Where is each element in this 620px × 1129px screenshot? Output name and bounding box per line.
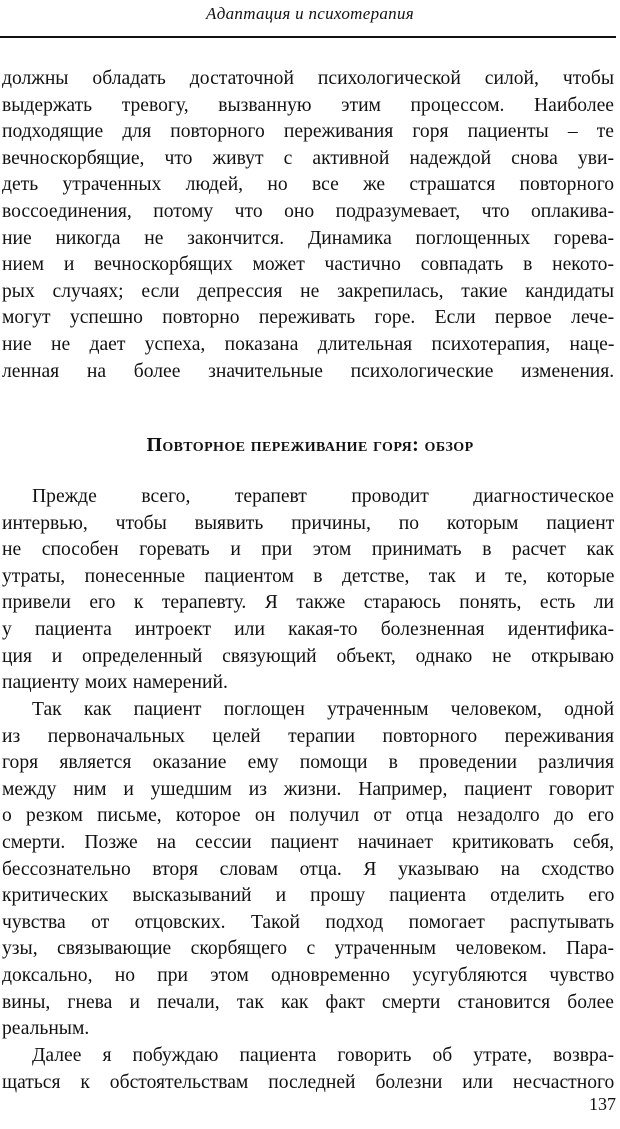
text-line: выдержать тревогу, вызванную этим процессом. Наиболее <box>2 94 614 116</box>
text-line: вины, гнева и печали, так как факт смерти становится более <box>2 991 614 1013</box>
text-line: Прежде всего, терапевт проводит диагностическое <box>32 486 614 507</box>
text-line: утраты, понесенные пациентом в детстве, так и те, которые <box>2 565 614 587</box>
text-line: не способен горевать и при этом принимать в расчет как <box>2 539 614 561</box>
text-line: ние никогда не закончится. Динамика поглощенных горева- <box>2 227 614 249</box>
section-heading: Повторное переживание горя: обзор <box>146 434 474 456</box>
text-line: щаться к обстоятельствам последней болезни или несчастного <box>2 1071 614 1093</box>
text-line: ленная на более значительные психологические изменения. <box>2 360 614 382</box>
running-title: Адаптация и психотерапия <box>206 4 414 23</box>
paragraph-1 <box>2 66 614 385</box>
paragraph-3 <box>2 697 614 1043</box>
text-line: деть утраченных людей, но все же страшатся повторного <box>2 174 614 196</box>
header-rule <box>0 36 616 38</box>
text-line: между ним и ушедшим из жизни. Например, пациент говорит <box>2 778 614 800</box>
paragraph-4 <box>2 1043 614 1096</box>
text-line: вечноскорбящие, что живут с активной надеждой снова уви- <box>2 147 614 169</box>
text-line: реальным. <box>2 1018 90 1040</box>
text-line: Далее я побуждаю пациента говорить об утрате, возвра- <box>32 1045 614 1066</box>
text-line: рых случаях; если депрессия не закрепилась, такие кандидаты <box>2 280 614 302</box>
text-line: о резком письме, которое он получил от отца незадолго до его <box>2 805 614 827</box>
text-line: воссоединения, потому что оно подразумевает, что оплакива- <box>2 200 614 222</box>
page-number: 137 <box>589 1094 616 1114</box>
text-line: ние не дает успеха, показана длительная психотерапия, наце- <box>2 333 614 355</box>
text-line: интервью, чтобы выявить причины, по которым пациент <box>2 512 614 534</box>
text-line: из первоначальных целей терапии повторного переживания <box>2 725 614 747</box>
text-line: узы, связывающие скорбящего с утраченным человеком. Пара- <box>2 938 614 960</box>
text-line: Так как пациент поглощен утраченным человеком, одной <box>32 699 614 720</box>
text-line: пациенту моих намерений. <box>2 672 228 694</box>
text-line: горя является оказание ему помощи в проведении различия <box>2 752 614 774</box>
text-line: должны обладать достаточной психологической силой, чтобы <box>2 68 614 89</box>
text-line: подходящие для повторного переживания горя пациенты – те <box>2 121 614 143</box>
text-line: нием и вечноскорбящих может частично совпадать в некото- <box>2 254 614 276</box>
paragraph-2 <box>2 484 614 697</box>
text-line: бессознательно вторя словам отца. Я указываю на сходство <box>2 858 614 880</box>
text-line: доксально, но при этом одновременно усугубляются чувство <box>2 964 614 986</box>
text-line: чувства от отцовских. Такой подход помогает распутывать <box>2 911 614 933</box>
text-line: привели его к терапевту. Я также стараюсь понять, есть ли <box>2 592 614 614</box>
text-line: у пациента интроект или какая-то болезненная идентифика- <box>2 618 614 640</box>
text-line: могут успешно повторно переживать горе. Если первое лече- <box>2 307 614 329</box>
text-line: смерти. Позже на сессии пациент начинает критиковать себя, <box>2 831 614 853</box>
text-line: ция и определенный связующий объект, однако не открываю <box>2 645 614 667</box>
text-line: критических высказываний и прошу пациента отделить его <box>2 885 614 907</box>
